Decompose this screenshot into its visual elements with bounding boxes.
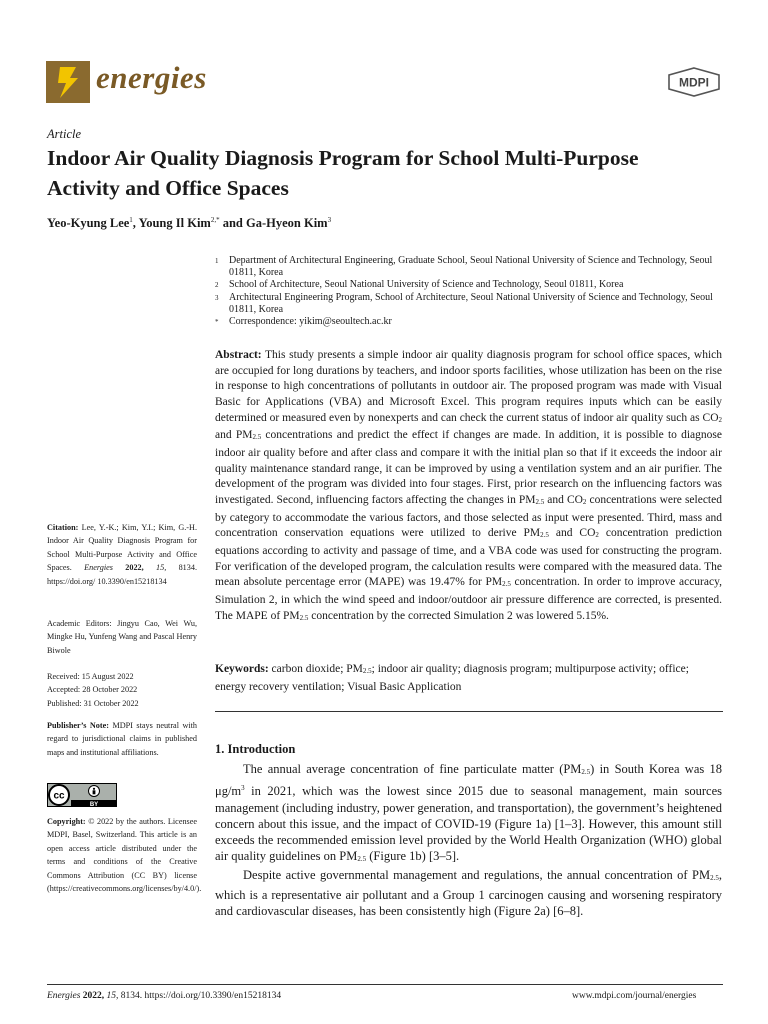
publisher-note: Publisher’s Note: MDPI stays neutral with regard to jurisdictional claims in published maps and institutional affiliations. [47,721,197,757]
journal-url[interactable]: www.mdpi.com/journal/energies [572,991,697,1001]
author-list: Yeo-Kyung Lee$^1$, Young Il Kim$^{2,*}$ and Ga-Hyeon Kim$^3$ [47,216,332,231]
article-type: Article [47,127,82,141]
introduction-text [215,761,722,919]
footer-divider [47,984,723,985]
received-date: Received: 15 August 2022 [47,672,134,681]
accepted-date: Accepted: 28 October 2022 [47,685,138,695]
svg-text:cc: cc [53,790,65,802]
divider [215,711,723,712]
journal-logo [46,61,90,103]
footer-citation: Energies 2022, 15, 8134. https://doi.org/10.3390/en15218134 [47,991,282,1001]
journal-name: energies [96,60,207,95]
author-1[interactable]: Yeo-Kyung Lee [47,216,130,231]
keywords: Keywords: carbon dioxide; $PM_{2.5}$; indoor air quality; diagnosis program; multipurpose activity; office; energy recovery ventilation; Visual Basic Application [215,663,689,693]
academic-editors: Academic Editors: Jingyu Cao, Wei Wu, Mingke Hu, Yunfeng Wang and Pascal Henry Biwole [47,619,197,655]
abstract: Abstract: This study presents a simple indoor air quality diagnosis program for school office spaces, which are occupied for long durations by teachers, and indoor sports facilities, whose utilization has been on the rise in response to high concentrations of pollutants in outdoor air. The proposed program was made with Visual Basic for Applications (VBA) and Microsoft Excel. This program requires inputs which can be easily determined or measured even by nonexperts and can check the current status of indoor air quality such as $CO_2$ and $PM_{2.5}$ concentrations and predict the effect if changes are made. In addition, it is possible to diagnose indoor air quality before and after class and compare it with the initial plan so that if it exceeds the indoor air quality maintenance standard range, it can be improved by using a ventilation system and an air purifier. The development of the program was divided into four stages. First, prior research on the influencing factors was investigated. Second, influencing factors affecting the changes in $PM_{2.5}$ and $CO_2$ concentrations were selected by category to accommodate the various factors, and those selected as input were presented. Third, mass and concentration conservation equations were utilized to derive $PM_{2.5}$ and $CO_2$ concentration prediction equations according to activity and passage of time, and a VBA code was used for constructing the program. For verification of the developed program, the calculation results were compared with the measured data. The mean absolute percentage error (MAPE) was 19.47% for $PM_{2.5}$ concentration. In order to improve accuracy, Simulation 2, in which the wind speed and indoor/outdoor air pressure difference are corrected, is presented. The MAPE of $PM_{2.5}$ concentration by the corrected Simulation 2 was lowered 5.15%. [215,349,723,622]
lightning-icon [46,61,90,103]
affiliations [215,255,725,328]
citation: Citation: Lee, Y.-K.; Kim, Y.I.; Kim, G.-H. Indoor Air Quality Diagnosis Program for School Multi-Purpose Activity and Office Spaces. Energies 2022, 15, 8134. https://doi.org/ 10.3390/en15218134 [47,523,197,586]
correspondence: * Correspondence: yikim@seoultech.ac.kr [215,316,392,328]
affiliation-item: 3 Architectural Engineering Program, School of Architecture, Seoul National University of Science and Technology, Seoul 01811, Korea [215,291,713,315]
author-3[interactable]: Ga-Hyeon Kim [246,216,328,231]
copyright: Copyright: © 2022 by the authors. Licensee MDPI, Basel, Switzerland. This article is an open access article distributed under the terms and conditions of the Creative Commons Attribution (CC BY) license (https://creativecommons.org/licenses/by/4.0/). [47,817,202,894]
author-2[interactable]: Young Il Kim [138,216,211,231]
doi-link[interactable]: 8134. https://doi.org/ 10.3390/en15218134 [47,563,197,586]
svg-text:BY: BY [89,802,99,807]
publisher-logo [667,67,721,97]
dates [47,670,197,710]
affiliation-item: 2 School of Architecture, Seoul National University of Science and Technology, Seoul 01811, Korea [215,279,624,291]
section-heading: 1. Introduction [215,742,296,756]
affiliation-item: 1 Department of Architectural Engineering, Graduate School, Seoul National University of Science and Technology, Seoul 01811, Korea [215,255,713,279]
cc-license-badge[interactable] [47,783,117,807]
published-date: Published: 31 October 2022 [47,698,139,708]
publisher-name: MDPI [679,75,709,90]
page-title: Indoor Air Quality Diagnosis Program for School Multi-Purpose Activity and Office Spaces [47,146,639,200]
paragraph: Despite active governmental management and regulations, the annual concentration of $PM_{2.5}$, which is a representative air pollutant and a Group 1 carcinogen causing and worsening respiratory and cardiovascular diseases, has been consistently high (Figure 2a) [6–8]. [215,868,722,918]
paragraph: The annual average concentration of fine particulate matter $(PM_{2.5})$ in South Korea was 18 $\mu g/m^3$ in 2021, which was the lowest since 2015 due to seasonal management, main sources management (including industry, power generation, and transportation), the government’s heightened concern about this issue, and the impact of COVID-19 (Figure 1a) [1–3]. However, this amount still exceeds the recommended emission level provided by the World Health Organization (WHO) global air quality guidelines on $PM_{2.5}$ (Figure 1b) [3–5]. [215,762,722,864]
